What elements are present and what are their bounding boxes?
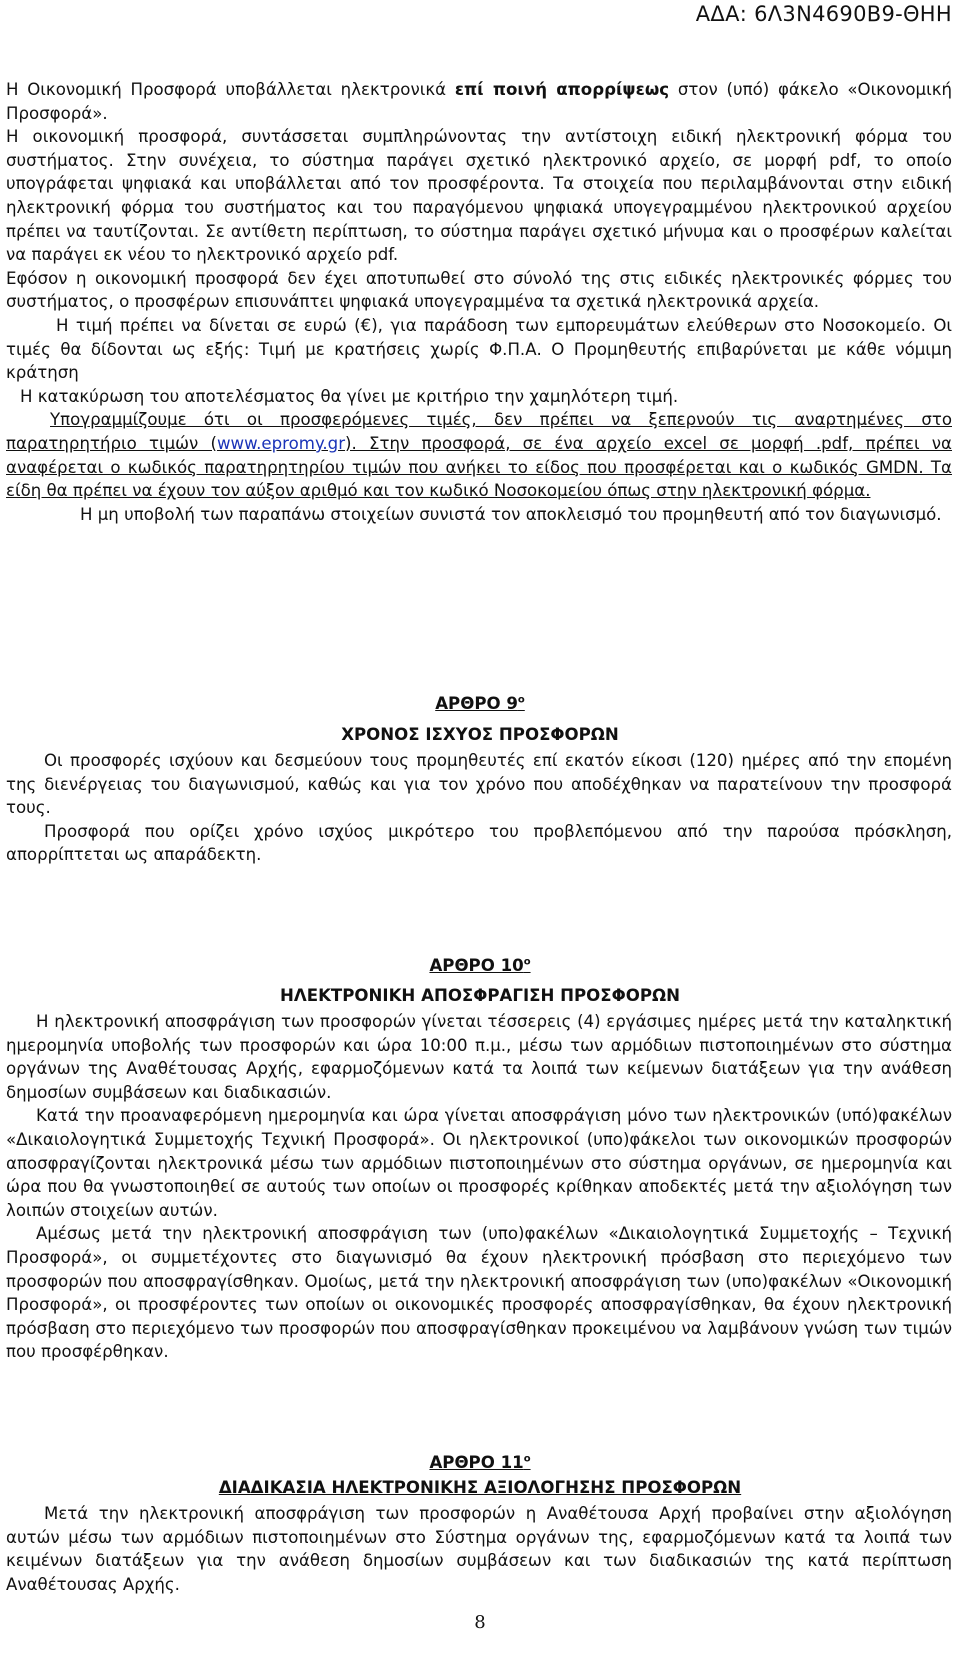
- article-label: ΑΡΘΡΟ 10: [429, 956, 524, 975]
- text: ). Στην προσφορά, σε ένα αρχείο excel σε μορφή .pdf, πρέπει να αναφέρεται ο κωδικός παρατηρητηρίου τιμών που ανήκει το είδος που προσφέρεται και ο κωδικός GMDN. Τα είδη θα πρέπει να έχουν τον αύξον αριθμό και τον κωδικό Νοσοκομείου όπως στην ηλεκτρονική φόρμα.: [6, 433, 952, 501]
- paragraph: Εφόσον η οικονομική προσφορά δεν έχει αποτυπωθεί στο σύνολό της στις ειδικές ηλεκτρονικές φόρμες του συστήματος, ο προσφέρων επισυνάπτει ψηφιακά υπογεγραμμένα τα σχετικά ηλεκτρονικά αρχεία.: [6, 268, 952, 312]
- article-10-body: [6, 1010, 952, 1364]
- text: στον (υπό) φάκελο «Οικονομική Προσφορά».: [6, 80, 953, 123]
- paragraph: Η τιμή πρέπει να δίνεται σε ευρώ (€), για παράδοση των εμπορευμάτων ελεύθερων στο Νοσοκομείο. Οι τιμές θα δίδονται ως εξής: Τιμή με κρατήσεις χωρίς Φ.Π.Α. Ο Προμηθευτής επιβαρύνεται με κάθε νόμιμη κράτηση: [6, 315, 952, 383]
- paragraph: Η ηλεκτρονική αποσφράγιση των προσφορών γίνεται τέσσερεις (4) εργάσιμες ημέρες μετά την καταληκτική ημερομηνία υποβολής των προσφορών και ώρα 10:00 π.μ., μέσω των αρμόδιων πιστοποιημένων στο σύστημα οργάνων της Αναθέτουσας Αρχής, εφαρμοζόμενων κατά τα λοιπά των κείμενων διατάξεων για την ανάθεση δημοσίων συμβάσεων και διαδικασιών.: [6, 1012, 952, 1102]
- financial-offer-section: [6, 78, 952, 526]
- superscript: ο: [517, 694, 525, 706]
- paragraph: Η οικονομική προσφορά, συντάσσεται συμπληρώνοντας την αντίστοιχη ειδική ηλεκτρονική φόρμα του συστήματος. Στην συνέχεια, το σύστημα παράγει σχετικό ηλεκτρονικό αρχείο, σε μορφή pdf, το οποίο υπογράφεται ψηφιακά και υποβάλλεται από τον προσφέροντα. Τα στοιχεία που περιλαμβάνονται στην ειδική ηλεκτρονική φόρμα του συστήματος και του παραγόμενου ψηφιακά υπογεγραμμένου ηλεκτρονικού αρχείου πρέπει να ταυτίζονται. Σε αντίθετη περίπτωση, το σύστημα παράγει σχετικό μήνυμα και ο προσφέρων καλείται να παράγει εκ νέου το ηλεκτρονικό αρχείο pdf.: [6, 127, 952, 265]
- article-11-body: [6, 1502, 952, 1596]
- underlined-paragraph: [6, 408, 952, 502]
- superscript: ο: [523, 1453, 531, 1465]
- page-number: 8: [474, 1612, 486, 1633]
- article-10-heading: [0, 954, 960, 978]
- article-9-heading: [0, 692, 960, 716]
- paragraph: Η μη υποβολή των παραπάνω στοιχείων συνιστά τον αποκλεισμό του προμηθευτή από τον διαγωνισμό.: [80, 504, 942, 524]
- article-10-title: ΗΛΕΚΤΡΟΝΙΚΗ ΑΠΟΣΦΡΑΓΙΣΗ ΠΡΟΣΦΟΡΩΝ: [280, 986, 680, 1005]
- article-label: ΑΡΘΡΟ 9: [435, 694, 518, 713]
- title-text: ΔΙΑΔΙΚΑΣΙΑ ΗΛΕΚΤΡΟΝΙΚΗΣ ΑΞΙΟΛΟΓΗΣΗΣ ΠΡΟΣΦΟΡΩΝ: [218, 1478, 742, 1497]
- paragraph: Αμέσως μετά την ηλεκτρονική αποσφράγιση των (υπο)φακέλων «Δικαιολογητικά Συμμετοχής – Τεχνική Προσφορά», οι συμμετέχοντες στο διαγωνισμό θα έχουν ηλεκτρονική πρόσβαση στο περιεχόμενο των προσφορών που αποσφραγίσθηκαν. Ομοίως, μετά την ηλεκτρονική αποσφράγιση των (υπο)φακέλων «Οικονομική Προσφορά», οι προσφέροντες των οποίων οι οικονομικές προσφορές αποσφραγίσθηκαν, θα έχουν ηλεκτρονική πρόσβαση στο περιεχόμενο των προσφορών που αποσφραγίσθηκαν προκειμένου να λαμβάνουν γνώση των τιμών που προσφέρθηκαν.: [6, 1224, 952, 1362]
- article-label: ΑΡΘΡΟ 11: [429, 1453, 524, 1472]
- text: Υπογραμμίζουμε ότι οι προσφερόμενες τιμές, δεν πρέπει να ξεπερνούν τις αναρτημένες στο παρατηρητήριο τιμών (: [6, 410, 952, 453]
- text: Η Οικονομική Προσφορά υποβάλλεται ηλεκτρονικά: [6, 80, 455, 99]
- article-9-title: ΧΡΟΝΟΣ ΙΣΧΥΟΣ ΠΡΟΣΦΟΡΩΝ: [341, 725, 619, 744]
- article-9-body: [6, 749, 952, 867]
- ada-identifier: ΑΔΑ: 6Λ3Ν4690Β9-ΘΗΗ: [695, 2, 952, 26]
- article-11-title: [0, 1476, 960, 1500]
- paragraph: Μετά την ηλεκτρονική αποσφράγιση των προσφορών η Αναθέτουσα Αρχή προβαίνει στην αξιολόγηση αυτών μέσω των αρμόδιων πιστοποιημένων στο Σύστημα οργάνων της, εφαρμοζόμενων κατά τα λοιπά των κειμένων διατάξεων για την ανάθεση δημοσίων συμβάσεων και των διαδικασιών της κατά περίπτωση Αναθέτουσας Αρχής.: [6, 1504, 952, 1594]
- paragraph: Κατά την προαναφερόμενη ημερομηνία και ώρα γίνεται αποσφράγιση μόνο των ηλεκτρονικών (υπό)φακέλων «Δικαιολογητικά Συμμετοχής Τεχνική Προσφορά». Οι ηλεκτρονικοί (υπο)φάκελοι των οικονομικών προσφορών αποσφραγίζονται ηλεκτρονικά μέσω των αρμόδιων πιστοποιημένων στο σύστημα οργάνων, σε ημερομηνία και ώρα που θα γνωστοποιηθεί σε αυτούς των οποίων οι προσφορές κρίθηκαν αποδεκτές μετά την αξιολόγηση των λοιπών στοιχείων αυτών.: [6, 1106, 952, 1220]
- paragraph: Οι προσφορές ισχύουν και δεσμεύουν τους προμηθευτές επί εκατόν είκοσι (120) ημέρες από την επομένη της διενέργειας του διαγωνισμού, καθώς και για τον χρόνο που αποδέχθηκαν να παρατείνουν την προσφορά τους.: [6, 751, 952, 818]
- epromy-link[interactable]: www.epromy.gr: [216, 433, 346, 453]
- paragraph: Προσφορά που ορίζει χρόνο ισχύος μικρότερο του προβλεπόμενου από την παρούσα πρόσκληση, απορρίπτεται ως απαράδεκτη.: [6, 821, 952, 865]
- bold-text: επί ποινή απορρίψεως: [454, 80, 670, 99]
- article-11-heading: [0, 1451, 960, 1475]
- superscript: ο: [523, 956, 531, 968]
- paragraph: [6, 78, 952, 125]
- paragraph: Η κατακύρωση του αποτελέσματος θα γίνει με κριτήριο την χαμηλότερη τιμή.: [20, 386, 679, 406]
